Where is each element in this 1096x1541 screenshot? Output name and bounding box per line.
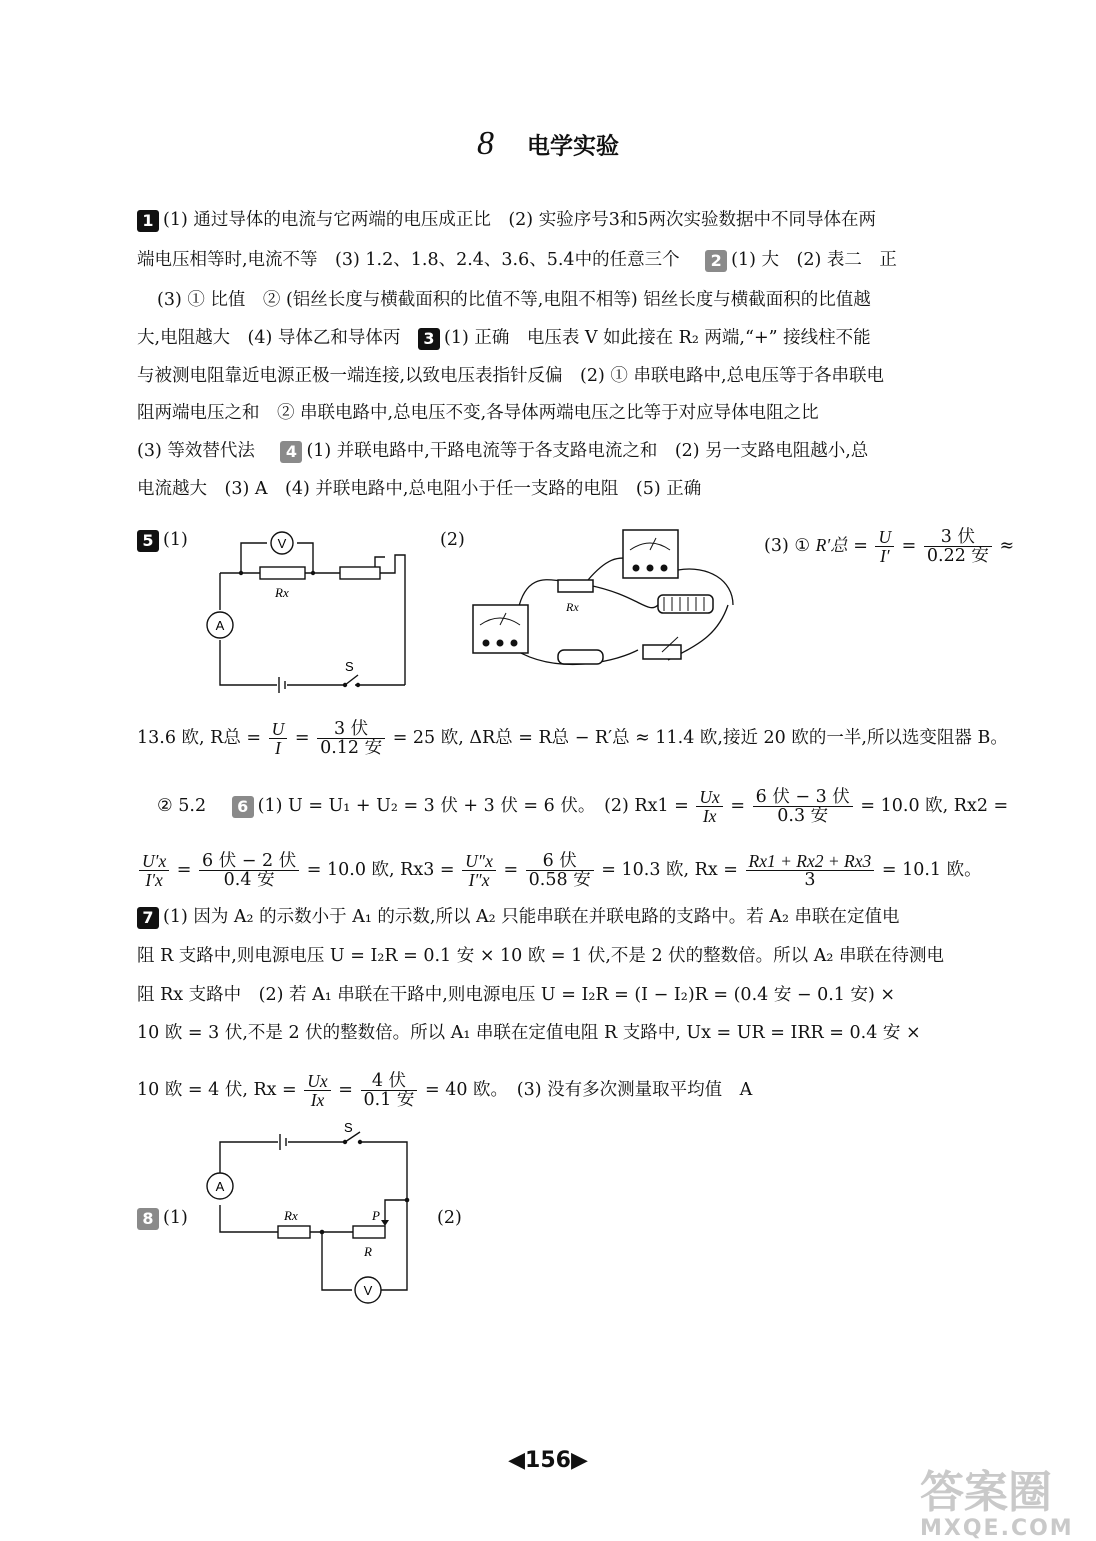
answer-line: 10 欧 = 4 伏, Rx = $\frac{Ux}{Ix}$ = $\frac{\text{4 伏}}{\text{0.1 安}}$ = 40 欧。 (3) 没有多次测量取平均值 A [137,1071,753,1110]
fraction: $\frac{Ux}{Ix}$ [696,788,722,825]
question-badge: 4 [280,441,302,463]
question-badge: 1 [137,210,159,232]
answer-line: 阻 Rx 支路中 (2) 若 A₁ 串联在干路中,则电源电压 U = I₂R = (I − I₂)R = (0.4 安 − 0.1 安) × [137,985,896,1005]
fraction: $\frac{U}{I'}$ [875,528,894,565]
fraction: $\frac{\text{6 伏 − 3 伏}}{\text{0.3 安}}$ [753,788,853,825]
section-number: 8 [476,125,494,162]
question-badge: 8 [137,1208,159,1230]
question-badge: 3 [418,328,440,350]
fraction: $\frac{\text{6 伏 − 2 伏}}{\text{0.4 安}}$ [199,852,299,889]
fraction: $\frac{U}{I}$ [269,720,288,757]
circuit-diagram-5-1 [205,525,415,695]
fraction: $\frac{\text{6 伏}}{\text{0.58 安}}$ [526,852,594,889]
switch-label: S [344,1120,353,1135]
question-badge: 2 [705,250,727,272]
answer-line: $\frac{U'x}{I'x}$ = $\frac{\text{6 伏 − 2 伏}}{\text{0.4 安}}$ = 10.0 欧, Rx3 = $\frac{U''x}{I''x}$ = $\frac{\text{6 伏}}{\text{0.58 安}}$ = 10.3 欧, Rx = $\frac{Rx1 + Rx2 + Rx3}{3}$ = 10.1 欧。 [137,852,1017,889]
answer-line: 1 (1) 通过导体的电流与它两端的电压成正比 (2) 实验序号3和5两次实验数据中不同导体在两 [137,208,967,232]
fraction: $\frac{\text{3 伏}}{\text{0.12 安}}$ [317,720,385,757]
answer-line: 端电压相等时,电流不等 (3) 1.2、1.8、2.4、3.6、5.4中的任意三个 2 (1) 大 (2) 表二 正 [137,250,897,270]
ammeter-label: A [215,618,225,633]
answer-line: (2) [437,1208,462,1228]
section-heading: 电学实验 [527,133,620,160]
answer-line: 阻两端电压之和 ② 串联电路中,总电压不变,各导体两端电压之比等于对应导体电阻之比 [137,403,819,423]
answer-line: 10 欧 = 3 伏,不是 2 伏的整数倍。所以 A₁ 串联在定值电阻 R 支路中, Ux = UR = IRR = 0.4 安 × [137,1023,921,1043]
slider-label: P [372,1208,380,1223]
fraction: $\frac{\text{4 伏}}{\text{0.1 安}}$ [361,1072,418,1109]
rheostat-label: R [364,1244,372,1259]
fraction: $\frac{\text{3 伏}}{\text{0.22 安}}$ [924,528,992,565]
answer-line: 8 (1) [137,1206,967,1230]
fraction: $\frac{Rx1 + Rx2 + Rx3}{3}$ [746,852,875,889]
fraction: $\frac{U'x}{I'x}$ [139,852,169,889]
watermark: 答案圈 MXQE.COM [920,1467,1074,1541]
answer-line: ② 5.2 6 (1) U = U₁ + U₂ = 3 伏 + 3 伏 = 6 伏。 (2) Rx1 = $\frac{Ux}{Ix}$ = $\frac{\text{6 伏 − 3 伏}}{\text{0.3 安}}$ = 10.0 欧, Rx2 = [157,787,1009,826]
answer-line: (3) ① R′总 = $\frac{U}{I'}$ = $\frac{\text{3 伏}}{\text{0.22 安}}$ ≈ [764,527,1015,566]
section-title [0,125,1096,163]
ammeter-label: A [215,1179,225,1194]
resistor-label: Rx [284,1208,298,1223]
apparatus-drawing [468,525,753,675]
answer-line: 13.6 欧, R总 = $\frac{U}{I}$ = $\frac{\text{3 伏}}{\text{0.12 安}}$ = 25 欧, ΔR总 = R总 − R′总 ≈ 11.4 欧,接近 20 欧的一半,所以选变阻器 B。 [137,719,1008,758]
question-badge: 5 [137,530,159,552]
voltmeter-label: V [277,536,287,551]
resistor-label: Rx [566,600,579,614]
resistor-label: Rx [275,585,289,600]
fraction: $\frac{U''x}{I''x}$ [462,852,496,889]
circuit-diagram-8-1 [200,1120,420,1310]
answer-line: 阻 R 支路中,则电源电压 U = I₂R = 0.1 安 × 10 欧 = 1 伏,不是 2 伏的整数倍。所以 A₂ 串联在待测电 [137,946,944,966]
answer-line: 电流越大 (3) A (4) 并联电路中,总电阻小于任一支路的电阻 (5) 正确 [137,479,702,499]
switch-label: S [345,659,354,674]
page-number: ◀156▶ [508,1448,588,1473]
answer-line: (3) 等效替代法 4 (1) 并联电路中,干路电流等于各支路电流之和 (2) 另一支路电阻越小,总 [137,441,869,461]
question-badge: 7 [137,907,159,929]
answer-line: 大,电阻越大 (4) 导体乙和导体丙 3 (1) 正确 电压表 V 如此接在 R₂ 两端,“+” 接线柱不能 [137,328,871,348]
answer-line: 5 (1) [137,528,967,552]
question-badge: 6 [232,796,254,818]
answer-line: (2) [440,530,465,550]
voltmeter-label: V [363,1283,373,1298]
answer-line: (3) ① 比值 ② (铝丝长度与横截面积的比值不等,电阻不相等) 铝丝长度与横截面积的比值越 [157,290,871,310]
fraction: $\frac{Ux}{Ix}$ [304,1072,330,1109]
answer-line: 7 (1) 因为 A₂ 的示数小于 A₁ 的示数,所以 A₂ 只能串联在并联电路的支路中。若 A₂ 串联在定值电 [137,905,1017,929]
answer-line: 与被测电阻靠近电源正极一端连接,以致电压表指针反偏 (2) ① 串联电路中,总电压等于各串联电 [137,366,885,386]
